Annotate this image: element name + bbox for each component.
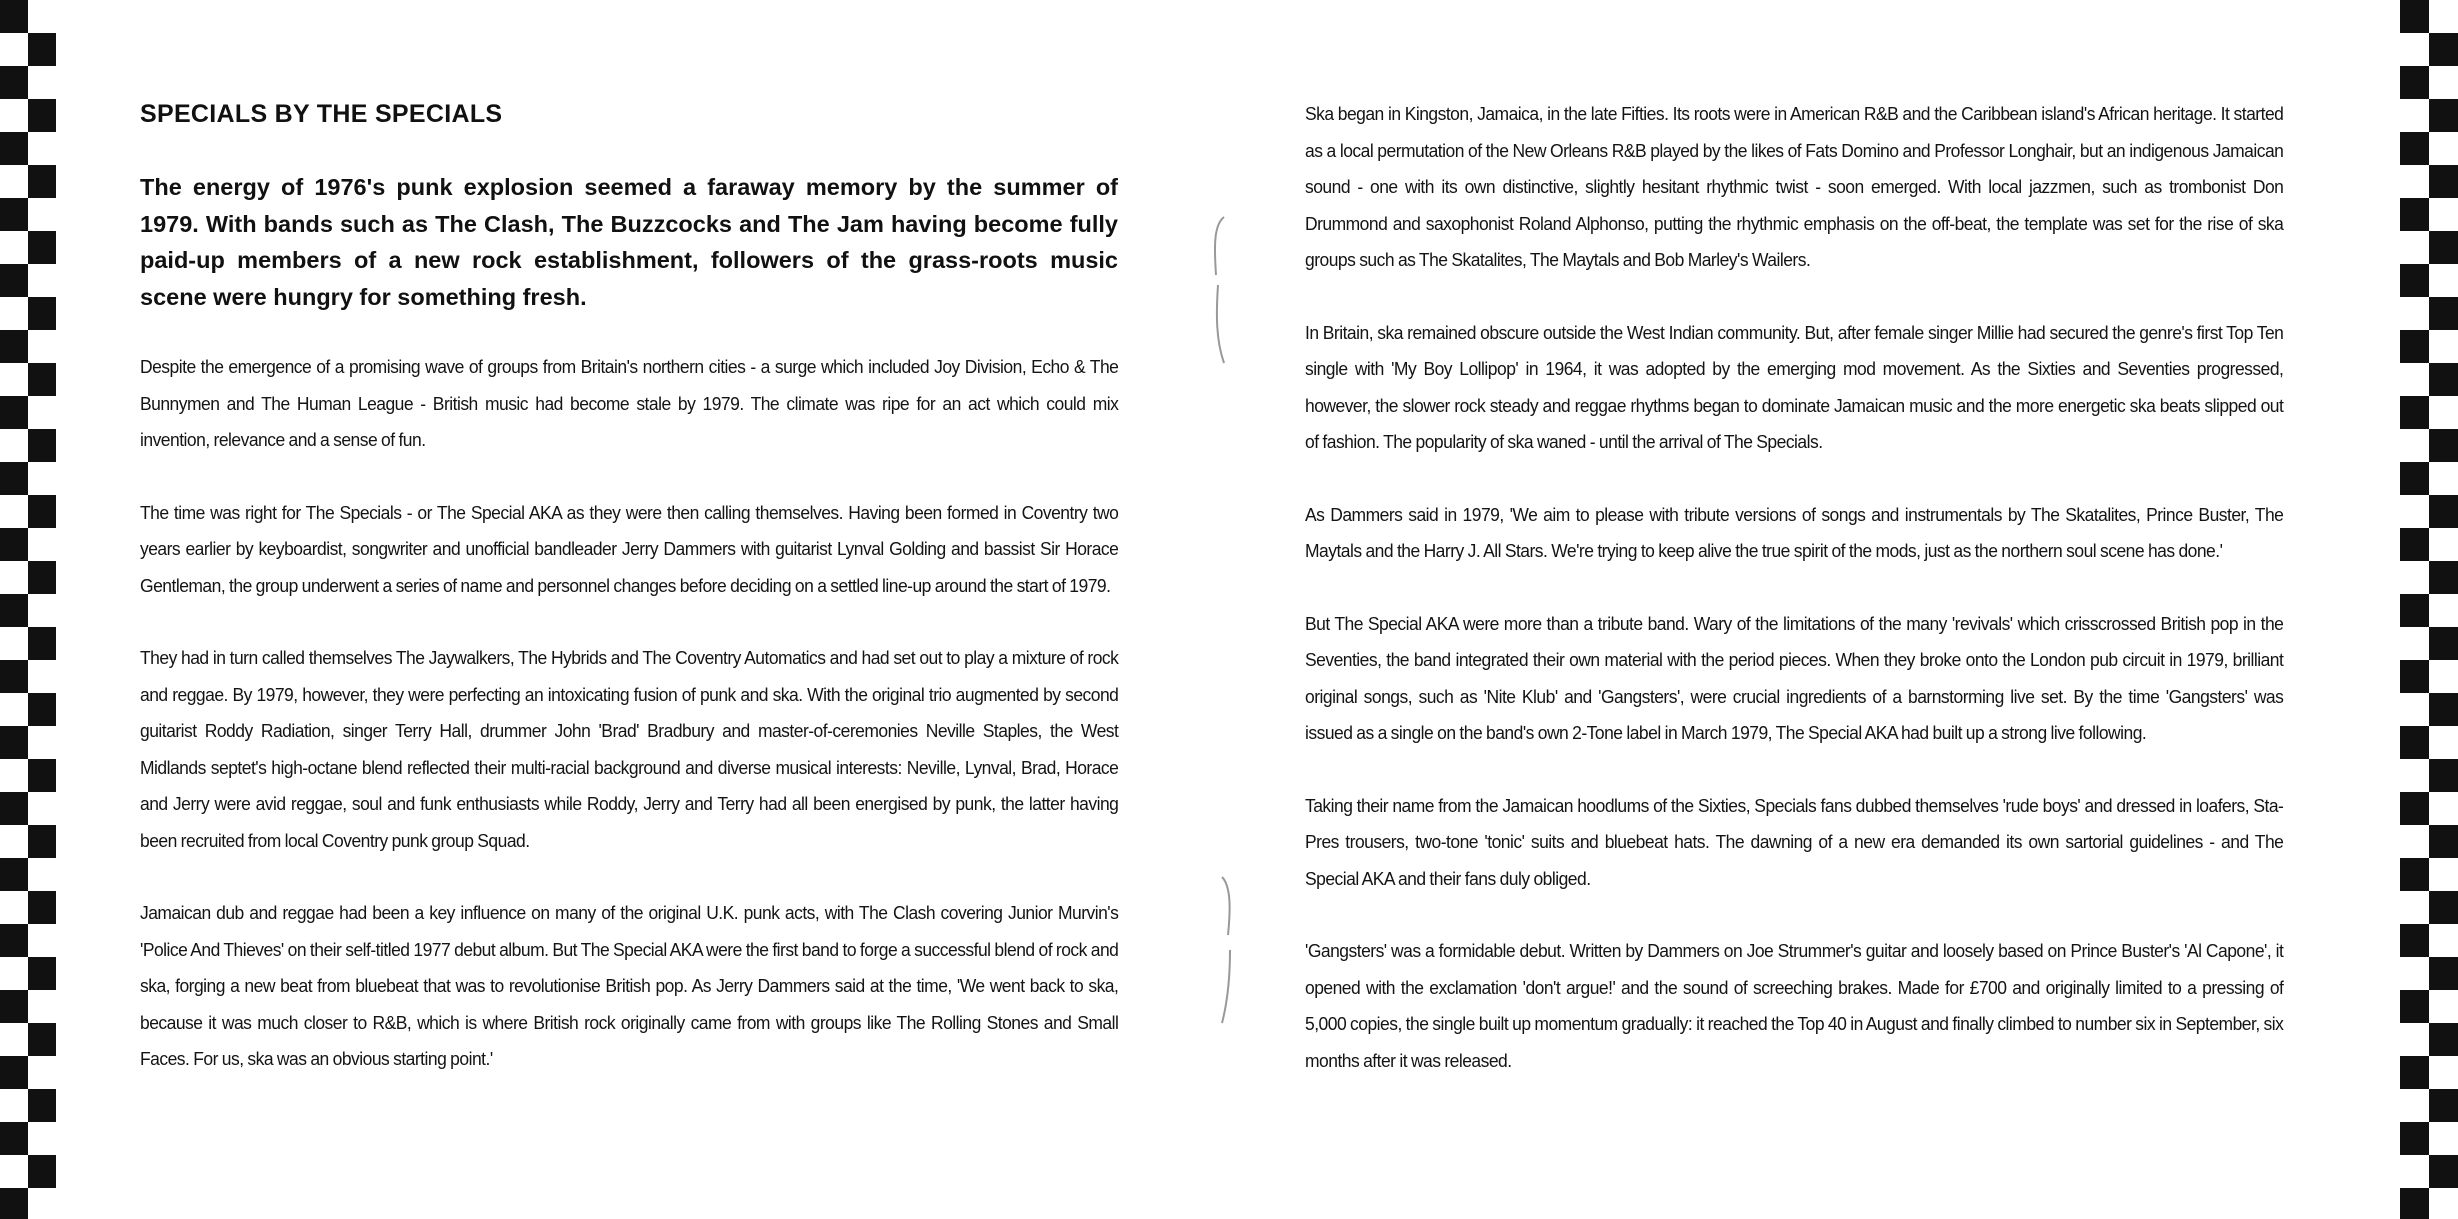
right-checker-border-offset [2429, 0, 2458, 1219]
body-paragraph: But The Special AKA were more than a tribute band. Wary of the limitations of the many 'revivals' which crisscrossed British pop in the Seventies, the band integrated their own material with the period pieces. When they broke onto the London pub circuit in 1979, brilliant original songs, such as 'Nite Klub' and 'Gangsters', were crucial ingredients of a barnstorming live set. By the time 'Gangsters' was issued as a single on the band's own 2-Tone label in March 1979, The Special AKA had built up a strong live following. [1305, 612, 2284, 743]
staple-mark-top [1210, 215, 1230, 365]
body-paragraph: In Britain, ska remained obscure outside the West Indian community. But, after female singer Millie had secured the genre's first Top Ten single with 'My Boy Lollipop' in 1964, it was adopted by the emerging mod movement. As the Sixties and Seventies progressed, however, the slower rock steady and reggae rhythms began to dominate Jamaican music and the more energetic ska beats slipped out of fashion. The popularity of ska waned - until the arrival of The Specials. [1305, 321, 2284, 452]
body-paragraph: Taking their name from the Jamaican hoodlums of the Sixties, Specials fans dubbed themselves 'rude boys' and dressed in loafers, Sta-Pres trousers, two-tone 'tonic' suits and bluebeat hats. The dawning of a new era demanded its own sartorial guidelines - and The Special AKA and their fans duly obliged. [1305, 794, 2284, 889]
body-paragraph: 'Gangsters' was a formidable debut. Written by Dammers on Joe Strummer's guitar and loosely based on Prince Buster's 'Al Capone', it opened with the exclamation 'don't argue!' and the sound of screeching brakes. Made for £700 and originally limited to a pressing of 5,000 copies, the single built up momentum gradually: it reached the Top 40 in August and finally climbed to number six in September, six months after it was released. [1305, 940, 2284, 1071]
left-checker-border-offset [28, 0, 56, 1219]
staple-mark-bottom [1218, 875, 1238, 1025]
right-checker-border [2400, 0, 2429, 1219]
body-paragraph: They had in turn called themselves The Jaywalkers, The Hybrids and The Coventry Automatics and had set out to play a mixture of rock and reggae. By 1979, however, they were perfecting an intoxicating fusion of punk and ska. With the original trio augmented by second guitarist Roddy Radiation, singer Terry Hall, drummer John 'Brad' Bradbury and master-of-ceremonies Neville Staples, the West Midlands septet's high-octane blend reflected their multi-racial background and diverse musical interests: Neville, Lynval, Brad, Horace and Jerry were avid reggae, soul and funk enthusiasts while Roddy, Jerry and Terry had all been energised by punk, the latter having been recruited from local Coventry punk group Squad. [140, 647, 1119, 851]
body-paragraph: Despite the emergence of a promising wave of groups from Britain's northern cities - a surge which included Joy Division, Echo & The Bunnymen and The Human League - British music had become stale by 1979. The climate was ripe for an act which could mix invention, relevance and a sense of fun. [140, 356, 1119, 450]
body-paragraph: Jamaican dub and reggae had been a key influence on many of the original U.K. punk acts, with The Clash covering Junior Murvin's 'Police And Thieves' on their self-titled 1977 debut album. But The Special AKA were the first band to forge a successful blend of rock and ska, forging a new beat from bluebeat that was to revolutionise British pop. As Jerry Dammers said at the time, 'We went back to ska, because it was much closer to R&B, which is where British rock originally came from with groups like The Rolling Stones and Small Faces. For us, ska was an obvious starting point.' [140, 902, 1119, 1069]
body-paragraph: As Dammers said in 1979, 'We aim to please with tribute versions of songs and instrumentals by The Skatalites, Prince Buster, The Maytals and the Harry J. All Stars. We're trying to keep alive the true spirit of the mods, just as the northern soul scene has done.' [1305, 503, 2284, 561]
left-page-column [140, 100, 1118, 1114]
article-heading: SPECIALS BY THE SPECIALS [140, 100, 503, 128]
body-paragraph: Ska began in Kingston, Jamaica, in the late Fifties. Its roots were in American R&B and the Caribbean island's African heritage. It started as a local permutation of the New Orleans R&B played by the likes of Fats Domino and Professor Longhair, but an indigenous Jamaican sound - one with its own distinctive, slightly hesitant rhythmic twist - soon emerged. With local jazzmen, such as trombonist Don Drummond and saxophonist Roland Alphonso, putting the rhythmic emphasis on the off-beat, the template was set for the rise of ska groups such as The Skatalites, The Maytals and Bob Marley's Wailers. [1305, 103, 2284, 270]
intro-paragraph: The energy of 1976's punk explosion seemed a faraway memory by the summer of 1979. With bands such as The Clash, The Buzzcocks and The Jam having become fully paid-up members of a new rock establishment, followers of the grass-roots music scene were hungry for something fresh. [140, 174, 1118, 310]
body-paragraph: The time was right for The Specials - or The Special AKA as they were then calling themselves. Having been formed in Coventry two years earlier by keyboardist, songwriter and unofficial bandleader Jerry Dammers with guitarist Lynval Golding and bassist Sir Horace Gentleman, the group underwent a series of name and personnel changes before deciding on a settled line-up around the start of 1979. [140, 501, 1119, 596]
left-checker-border [0, 0, 28, 1219]
right-page-column [1305, 96, 2283, 1115]
